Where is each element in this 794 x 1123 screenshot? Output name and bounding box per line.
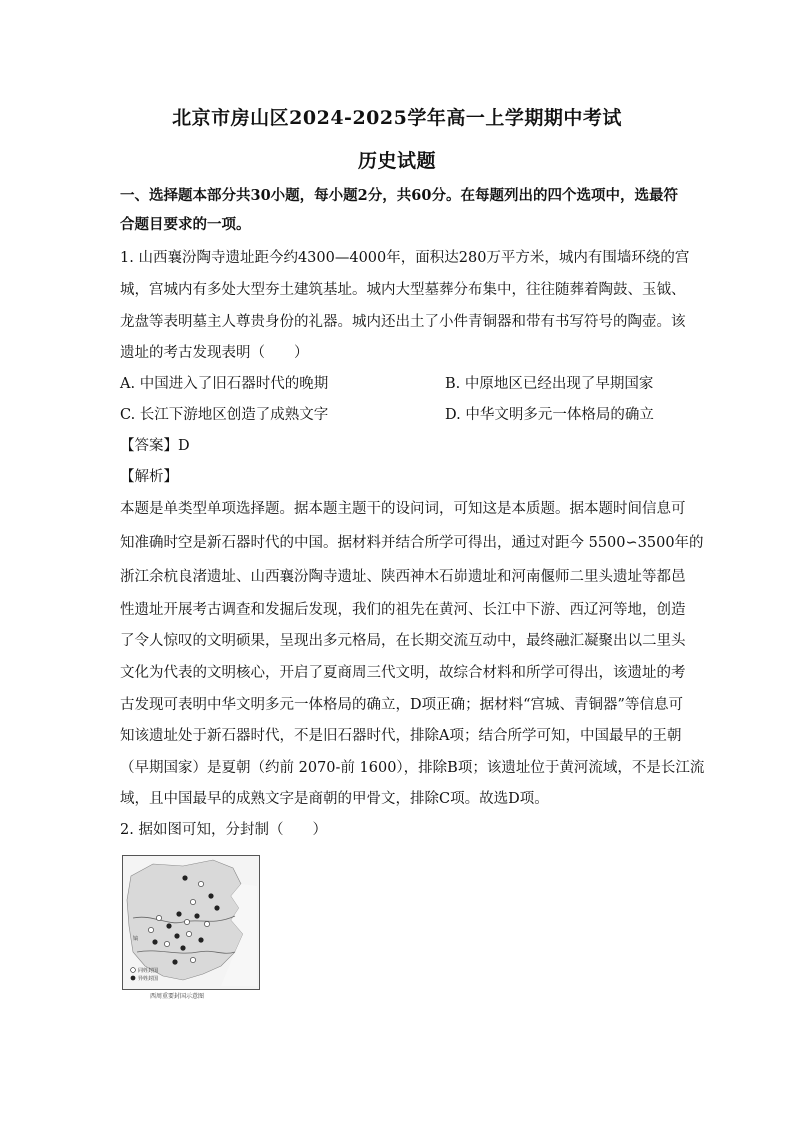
fief-marker: [190, 957, 195, 962]
q1-option-b: B. 中原地区已经出现了早期国家: [445, 376, 654, 392]
q1-analysis-line-3: 浙江余杭良渚遗址、山西襄汾陶寺遗址、陕西神木石峁遗址和河南偃师二里头遗址等都邑: [120, 569, 686, 585]
q1-answer: 【答案】D: [120, 438, 190, 454]
page-subtitle: 历史试题: [357, 150, 436, 172]
q1-option-a: A. 中国进入了旧石器时代的晚期: [120, 376, 329, 392]
fief-marker: [176, 911, 181, 916]
fief-marker: [148, 927, 153, 932]
q1-analysis-line-5: 了令人惊叹的文明硕果，呈现出多元格局，在长期交流互动中，最终融汇凝聚出以二里头: [120, 633, 686, 649]
fief-marker: [164, 941, 169, 946]
q1-stem-line-1: 1. 山西襄汾陶寺遗址距今约4300—4000年，面积达280万平方米，城内有围墙环绕的宫: [120, 250, 690, 266]
q1-analysis-line-6: 文化为代表的文明核心，开启了夏商周三代文明，故综合材料和所学可得出，该遗址的考: [120, 665, 686, 681]
legend-same-surname: 同姓封国: [138, 968, 159, 974]
q1-option-d: D. 中华文明多元一体格局的确立: [445, 407, 654, 423]
q1-option-c: C. 长江下游地区创造了成熟文字: [120, 407, 329, 423]
fief-marker: [198, 937, 203, 942]
q1-analysis-label: 【解析】: [120, 469, 178, 485]
fief-marker: [152, 939, 157, 944]
page-title: 北京市房山区2024-2025学年高一上学期期中考试: [172, 107, 622, 129]
q1-analysis-line-9: （早期国家）是夏朝（约前 2070-前 1600），排除B项；该遗址位于黄河流域，不是长江流: [120, 760, 705, 776]
q1-stem-line-3: 龙盘等表明墓主人尊贵身份的礼器。城内还出土了小件青铜器和带有书写符号的陶壶。该: [120, 314, 686, 330]
q2-stem: 2. 据如图可知，分封制（ ）: [120, 822, 327, 838]
q1-analysis-line-10: 域，且中国最早的成熟文字是商朝的甲骨文，排除C项。故选D项。: [120, 791, 549, 807]
fief-marker: [174, 933, 179, 938]
fief-marker: [166, 923, 171, 928]
q1-analysis-line-8: 知该遗址处于新石器时代，不是旧石器时代，排除A项；结合所学可知，中国最早的王朝: [120, 728, 682, 744]
map-graphic: [123, 856, 259, 989]
legend-different-surname: 异姓封国: [138, 976, 159, 982]
fief-marker: [172, 959, 177, 964]
fief-marker: [184, 919, 189, 924]
fief-marker: [194, 913, 199, 918]
q1-analysis-line-1: 本题是单类型单项选择题。据本题主题干的设问词，可知这是本质题。据本题时间信息可: [120, 501, 686, 517]
fief-marker: [180, 945, 185, 950]
section-instruction-line-1: 一、选择题本部分共30小题，每小题2分，共60分。在每题列出的四个选项中，选最符: [120, 187, 678, 204]
fief-marker: [214, 905, 219, 910]
q1-stem-line-4: 遗址的考古发现表明（ ）: [120, 345, 309, 361]
western-zhou-map: [122, 855, 260, 990]
fief-marker: [208, 893, 213, 898]
legend-hollow-icon: [131, 968, 136, 973]
fief-marker: [186, 931, 191, 936]
q1-analysis-line-2: 知准确时空是新石器时代的中国。据材料并结合所学可得出，通过对距今 5500∽3500年的: [120, 535, 704, 551]
fief-marker: [204, 921, 209, 926]
fief-marker: [182, 875, 187, 880]
map-label-capital: 镐: [133, 936, 139, 942]
section-instruction-line-2: 合题目要求的一项。: [120, 216, 251, 233]
fief-marker: [156, 915, 161, 920]
q1-analysis-line-7: 古发现可表明中华文明多元一体格局的确立，D项正确；据材料“宫城、青铜器”等信息可: [120, 697, 683, 713]
legend-filled-icon: [131, 976, 136, 981]
q1-stem-line-2: 城，宫城内有多处大型夯土建筑基址。城内大型墓葬分布集中，往往随葬着陶鼓、玉钺、: [120, 282, 686, 298]
fief-marker: [190, 899, 195, 904]
fief-marker: [198, 881, 203, 886]
q1-analysis-line-4: 性遗址开展考古调查和发掘后发现，我们的祖先在黄河、长江中下游、西辽河等地，创造: [120, 602, 686, 618]
map-caption: 西周重要封国示意图: [150, 993, 205, 1000]
